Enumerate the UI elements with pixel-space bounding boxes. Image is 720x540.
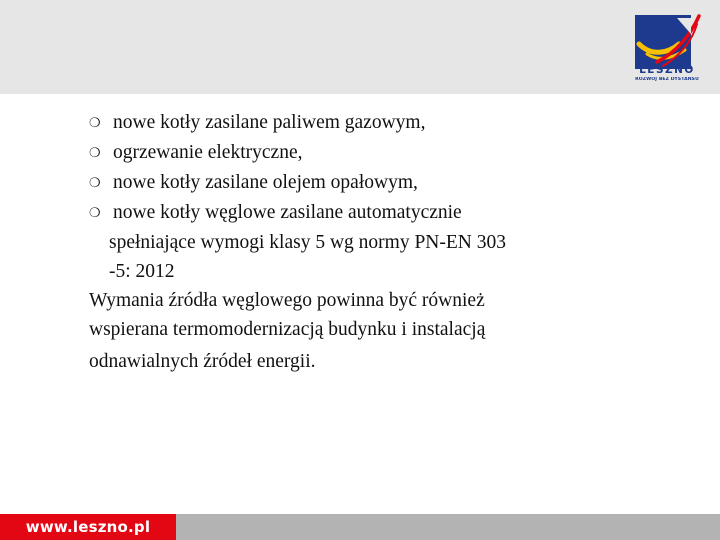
list-item [89, 168, 629, 198]
paragraph-line: wspierana termomodernizacją budynku i instalacją [89, 319, 486, 340]
bullet-icon: ❍ [89, 176, 101, 191]
list-item-text: nowe kotły zasilane olejem opałowym, [113, 172, 418, 193]
logo-name: LESZNO [639, 64, 695, 76]
footer-url-link[interactable]: www.leszno.pl [0, 514, 176, 540]
paragraph-line: odnawialnych źródeł energii. [89, 351, 316, 372]
header-band [0, 0, 720, 94]
list-item [89, 108, 629, 138]
slide-content [89, 108, 629, 380]
list-item-text: ogrzewanie elektryczne, [113, 142, 303, 163]
bullet-icon: ❍ [89, 206, 101, 221]
summary-paragraph [89, 286, 629, 380]
list-item [89, 198, 629, 228]
list-item-text: nowe kotły węglowe zasilane automatycznie [113, 202, 462, 223]
bullet-icon: ❍ [89, 146, 101, 161]
list-item-text: nowe kotły zasilane paliwem gazowym, [113, 112, 426, 133]
list-item [89, 138, 629, 168]
list-item-continuation: -5: 2012 [109, 261, 175, 282]
bullet-icon: ❍ [89, 116, 101, 131]
list-item-continuation: spełniające wymogi klasy 5 wg normy PN-EN 303 [109, 232, 506, 253]
paragraph-line: Wymania źródła węglowego powinna być również [89, 290, 485, 311]
logo-tagline: ROZWÓJ BEZ DYSTANSU [635, 77, 699, 82]
